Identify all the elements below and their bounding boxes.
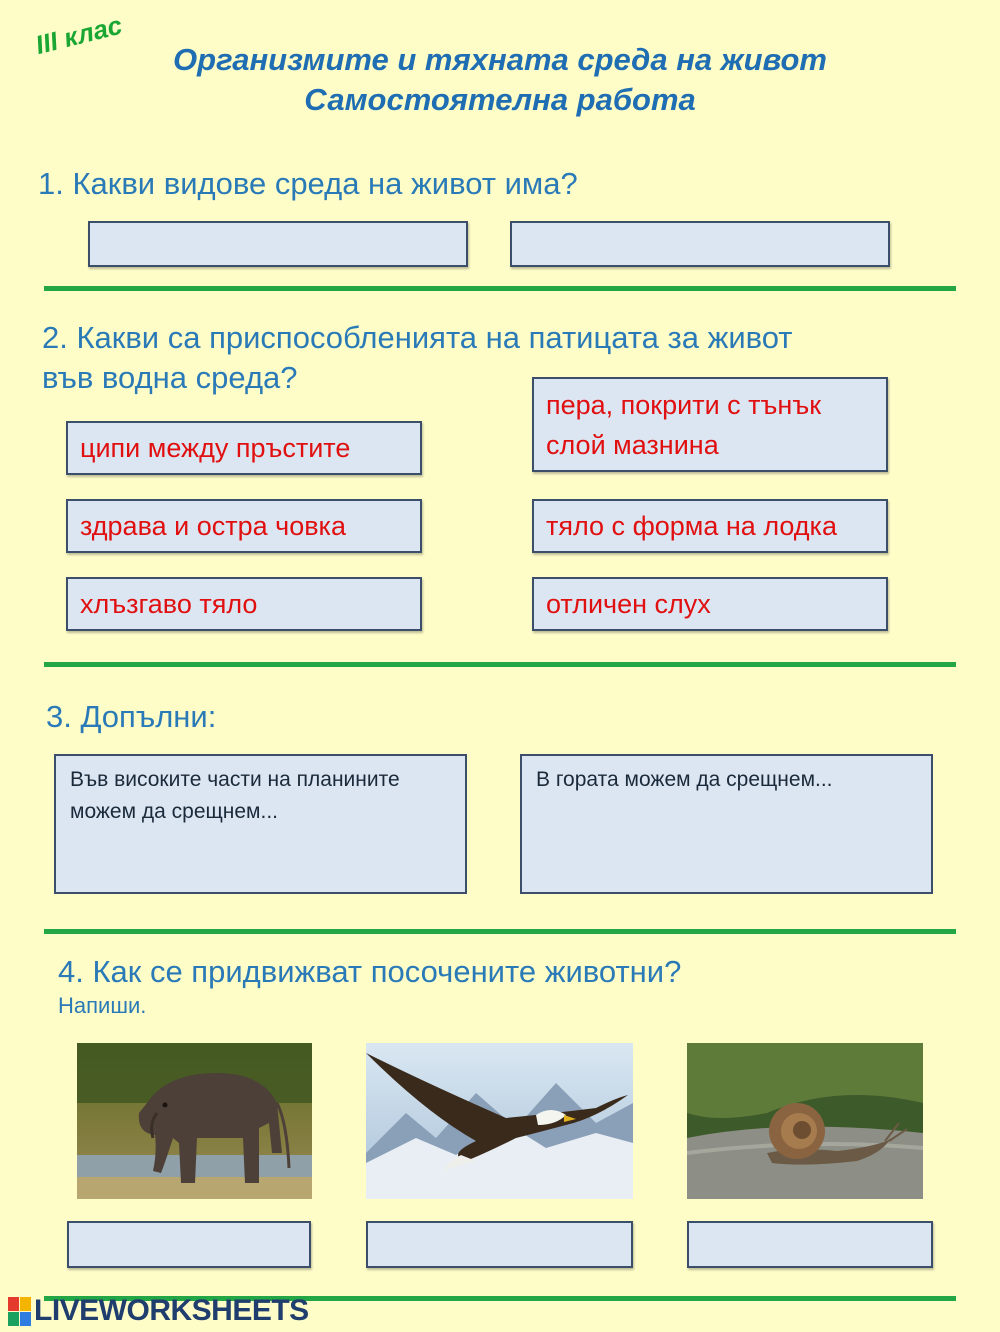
prompt-forest: В гората можем да срещнем... <box>536 768 833 791</box>
answer-field-snail[interactable] <box>687 1221 933 1268</box>
option-label: хлъзгаво тяло <box>80 589 258 619</box>
answer-field-forest[interactable] <box>520 754 933 894</box>
question-4: 4. Как се придвижват посочените животни? <box>58 954 682 989</box>
logo-icon <box>8 1297 31 1326</box>
option-slippery-body[interactable] <box>66 577 422 631</box>
snail-image <box>687 1043 923 1199</box>
option-label: пера, покрити с тънък слой мазнина <box>546 389 822 460</box>
divider <box>44 929 956 934</box>
option-feathers[interactable] <box>532 377 888 472</box>
question-1: 1. Какви видове среда на живот има? <box>38 166 578 201</box>
page-title: Организмите и тяхната среда на живот <box>173 42 827 77</box>
answer-field-habitat-1[interactable] <box>88 221 468 267</box>
option-label: отличен слух <box>546 589 711 619</box>
elephant-image <box>77 1043 312 1199</box>
eagle-image <box>366 1043 633 1199</box>
answer-field-elephant[interactable] <box>67 1221 311 1268</box>
grade-label: III клас <box>32 9 125 61</box>
answer-field-habitat-2[interactable] <box>510 221 890 267</box>
option-label: здрава и остра човка <box>80 511 346 541</box>
divider <box>44 286 956 291</box>
option-label: тяло с форма на лодка <box>546 511 837 541</box>
logo-text: LIVEWORKSHEETS <box>34 1294 309 1327</box>
option-boat-body[interactable] <box>532 499 888 553</box>
question-4-subtext: Напиши. <box>58 993 147 1018</box>
page-subtitle: Самостоятелна работа <box>304 82 696 117</box>
divider <box>44 662 956 667</box>
option-label: ципи между пръстите <box>80 433 351 463</box>
option-webbed-feet[interactable] <box>66 421 422 475</box>
question-2-line1: 2. Какви са приспособленията на патицата за живот <box>42 320 793 355</box>
prompt-mountains: Във високите части на планините можем да срещнем... <box>70 768 400 823</box>
answer-field-eagle[interactable] <box>366 1221 633 1268</box>
question-2-line2: във водна среда? <box>42 360 298 395</box>
option-hearing[interactable] <box>532 577 888 631</box>
question-3: 3. Допълни: <box>46 699 217 734</box>
liveworksheets-logo <box>8 1294 309 1328</box>
answer-field-mountains[interactable] <box>54 754 467 894</box>
option-beak[interactable] <box>66 499 422 553</box>
